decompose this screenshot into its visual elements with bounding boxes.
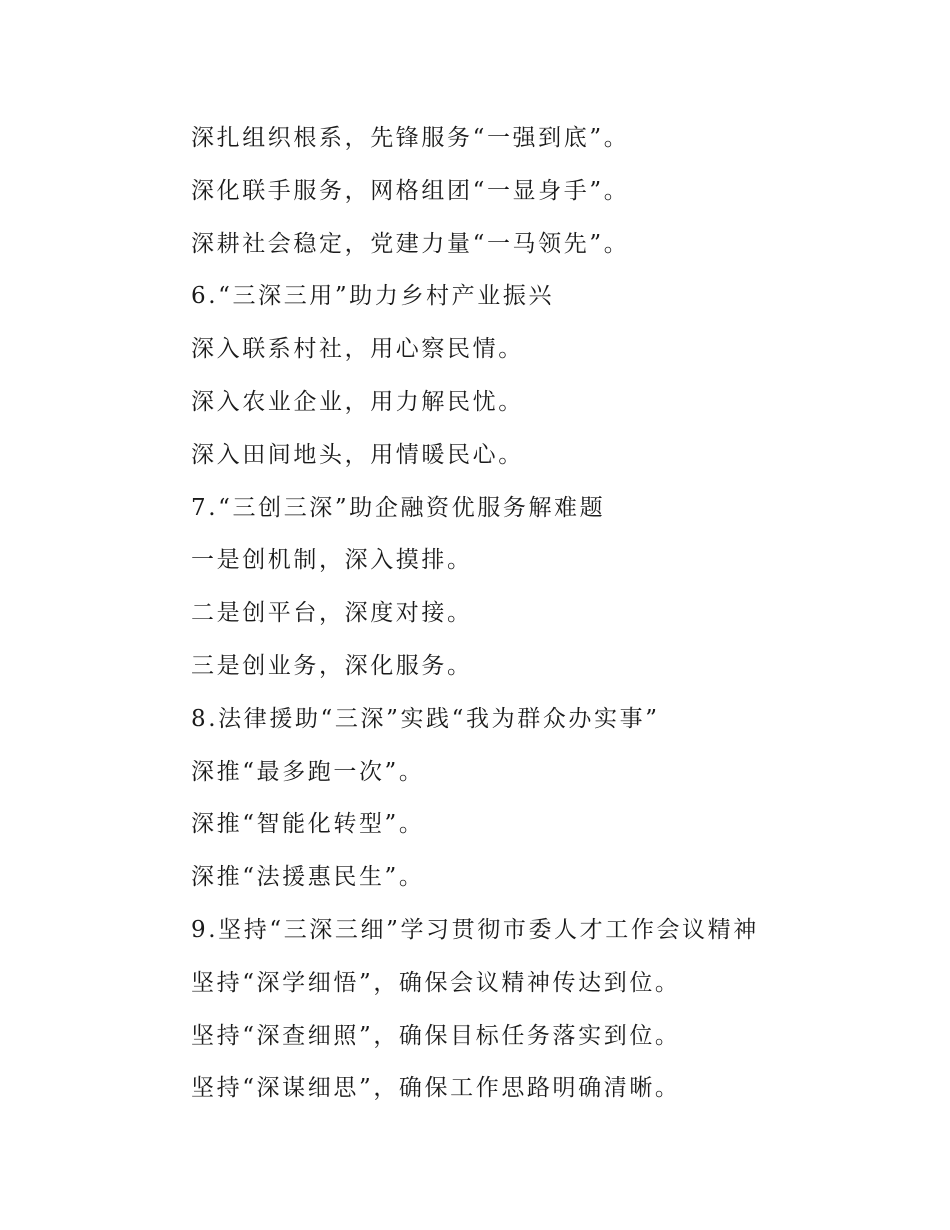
section-heading: 6.“三深三用”助力乡村产业振兴 [191,283,555,310]
section-heading: 8.法律援助“三深”实践“我为群众办实事” [191,705,660,732]
section-heading: 7.“三创三深”助企融资优服务解难题 [191,494,606,521]
text-line: 深入田间地头，用情暖民心。 [191,441,524,468]
text-line: 深耕社会稳定，党建力量“一马领先”。 [191,230,630,257]
document-body [191,112,831,1115]
text-line: 三是创业务，深化服务。 [191,652,473,679]
text-line: 一是创机制，深入摸排。 [191,547,473,574]
text-line: 深推“法援惠民生”。 [191,864,425,891]
text-line: 深推“智能化转型”。 [191,811,425,838]
section-heading: 9.坚持“三深三细”学习贯彻市委人才工作会议精神 [191,916,759,943]
text-line: 坚持“深查细照”，确保目标任务落实到位。 [191,1022,681,1049]
text-line: 深扎组织根系，先锋服务“一强到底”。 [191,125,630,151]
text-line: 深入联系村社，用心察民情。 [191,336,524,363]
text-line: 深入农业企业，用力解民忧。 [191,388,524,415]
text-line: 二是创平台，深度对接。 [191,600,473,627]
text-line: 深化联手服务，网格组团“一显身手”。 [191,177,630,204]
text-line: 深推“最多跑一次”。 [191,758,425,785]
text-line: 坚持“深谋细思”，确保工作思路明确清晰。 [191,1075,681,1102]
text-line: 坚持“深学细悟”，确保会议精神传达到位。 [191,969,681,996]
